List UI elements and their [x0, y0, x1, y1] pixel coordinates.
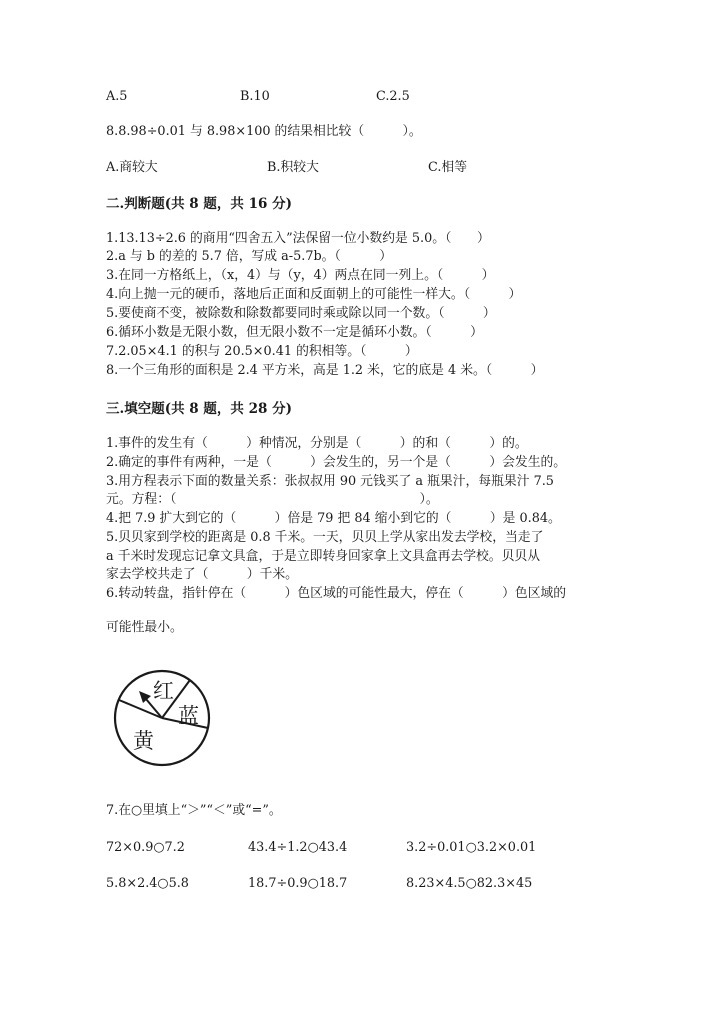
judge-item-7: 7.2.05×4.1 的积与 20.5×0.41 的积相等。（ ）	[106, 344, 418, 359]
fill-line-3: 3.用方程表示下面的数量关系：张叔叔用 90 元钱买了 a 瓶果汁，每瓶果汁 7.5	[106, 474, 554, 489]
judge-item-1: 1.13.13÷2.6 的商用“四舍五入”法保留一位小数约是 5.0。（ ）	[106, 231, 490, 246]
section2-title: 二.判断题(共 8 题，共 16 分)	[106, 196, 292, 212]
spinner-diagram	[110, 666, 220, 776]
judge-item-8: 8.一个三角形的面积是 2.4 平方米，高是 1.2 米，它的底是 4 米。（ ）	[106, 363, 544, 378]
spinner-pointer-head	[139, 691, 151, 703]
spinner-label-red: 红	[153, 679, 174, 703]
judge-item-5: 5.要使商不变，被除数和除数都要同时乘或除以同一个数。（ ）	[106, 306, 496, 321]
compare-item-2: 43.4÷1.2○43.4	[248, 840, 348, 855]
prev-option-a: A.5	[106, 89, 128, 104]
spinner-label-blue: 蓝	[178, 704, 199, 728]
section3-title: 三.填空题(共 8 题，共 28 分)	[106, 401, 292, 417]
fill-line-5: 4.把 7.9 扩大到它的（ ）倍是 79 把 84 缩小到它的（ ）是 0.84。	[106, 511, 561, 526]
q8-option-a: A.商较大	[106, 160, 158, 175]
compare-item-6: 8.23×4.5○82.3×45	[406, 876, 533, 891]
q8-option-c: C.相等	[428, 160, 467, 175]
fill-line-1: 1.事件的发生有（ ）种情况，分别是（ ）的和（ ）的。	[106, 436, 528, 451]
q8-option-b: B.积较大	[267, 160, 319, 175]
fill-line-6: 5.贝贝家到学校的距离是 0.8 千米。一天，贝贝上学从家出发去学校，当走了	[106, 530, 544, 545]
compare-item-3: 3.2÷0.01○3.2×0.01	[406, 840, 537, 855]
prev-option-b: B.10	[240, 89, 270, 104]
q8-stem: 8.8.98÷0.01 与 8.98×100 的结果相比较（ ）。	[106, 124, 422, 139]
judge-item-6: 6.循环小数是无限小数，但无限小数不一定是循环小数。（ ）	[106, 325, 483, 340]
judge-item-2: 2.a 与 b 的差的 5.7 倍，写成 a-5.7b。（ ）	[106, 249, 393, 264]
judge-item-3: 3.在同一方格纸上，（x，4）与（y，4）两点在同一列上。（ ）	[106, 268, 495, 283]
fill-line-2: 2.确定的事件有两种，一是（ ）会发生的，另一个是（ ）会发生的。	[106, 455, 567, 470]
compare-item-5: 18.7÷0.9○18.7	[248, 876, 348, 891]
fill-line-8: 家去学校共走了（ ）千米。	[106, 567, 298, 582]
fill-line-9: 6.转动转盘，指针停在（ ）色区域的可能性最大，停在（ ）色区域的	[106, 586, 567, 601]
fill-line-4: 元。方程：（ ）。	[106, 492, 439, 507]
compare-item-1: 72×0.9○7.2	[106, 840, 185, 855]
fill-line-10: 可能性最小。	[106, 620, 183, 635]
spinner-label-yellow: 黄	[133, 729, 154, 753]
compare-item-4: 5.8×2.4○5.8	[106, 876, 189, 891]
judge-item-4: 4.向上抛一元的硬币，落地后正面和反面朝上的可能性一样大。（ ）	[106, 287, 522, 302]
fill-line-7: a 千米时发现忘记拿文具盒，于是立即转身回家拿上文具盒再去学校。贝贝从	[106, 549, 540, 564]
prev-option-c: C.2.5	[376, 89, 410, 104]
q7-stem: 7.在○里填上“＞”“＜”或“=”。	[106, 803, 282, 818]
